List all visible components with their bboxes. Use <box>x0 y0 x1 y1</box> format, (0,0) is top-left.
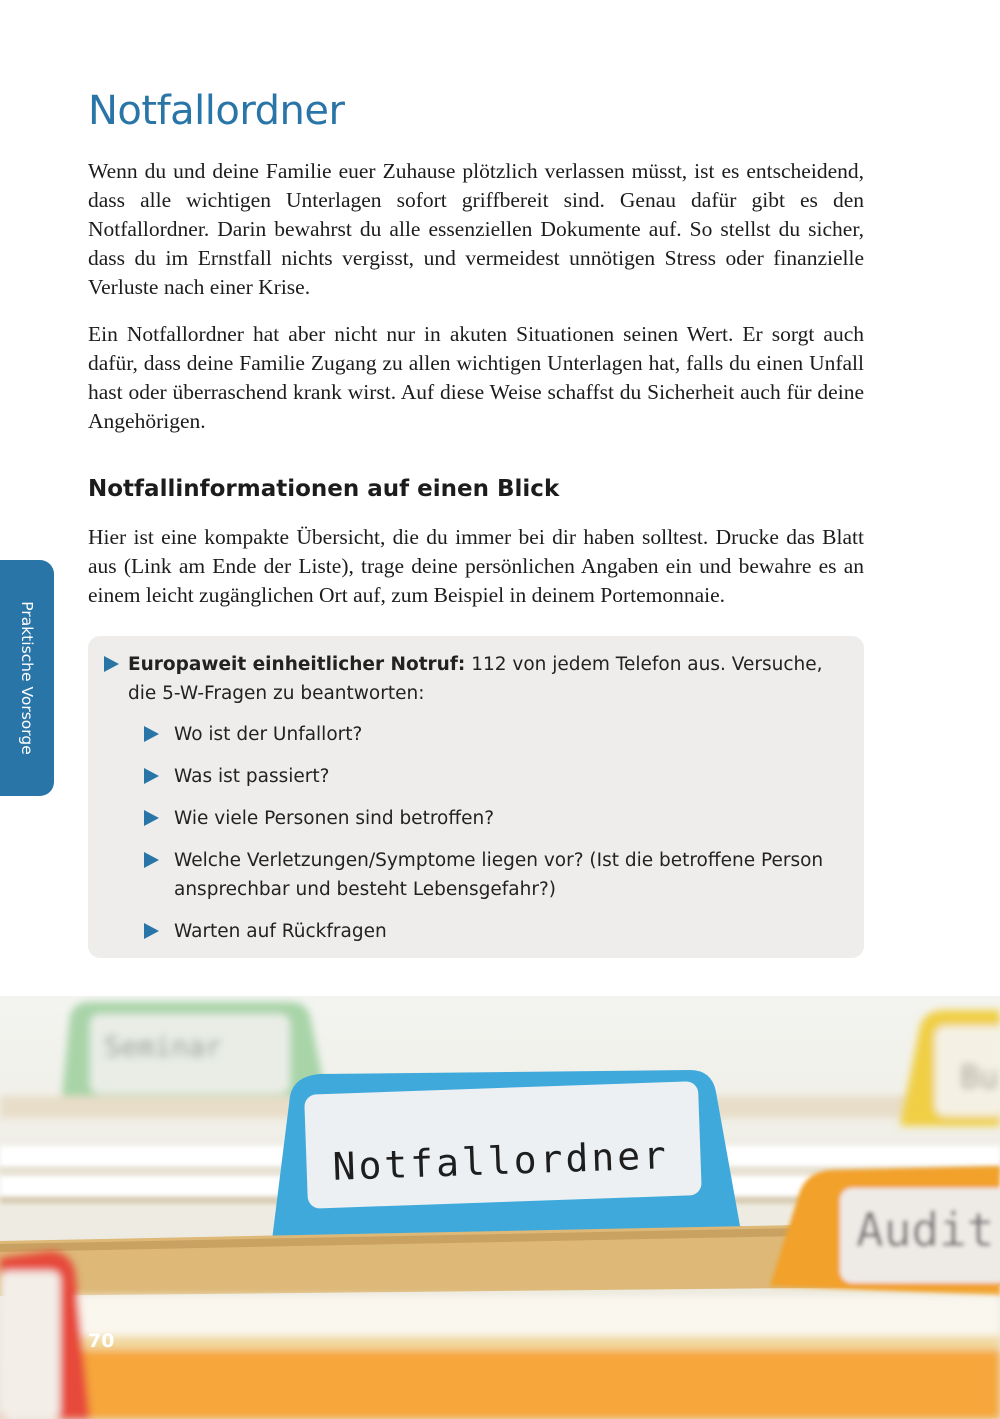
main-folder-label: Notfallordner <box>331 1133 670 1189</box>
section-paragraph: Hier ist eine kompakte Übersicht, die du immer bei dir haben solltest. Drucke das Blatt aus (Link am Ende der Liste), trage deine persönlichen Angaben ein und bewahre es an einem leicht zugänglichen Ort auf, zum Beispiel in deinem Portemonnaie. <box>88 525 864 607</box>
list-item: Warten auf Rückfragen <box>174 921 387 942</box>
info-box <box>88 636 864 958</box>
far-right-label-text: Bu <box>960 1058 999 1096</box>
bullet-arrow-icon <box>104 656 119 672</box>
bullet-lead: Europaweit einheitlicher Notruf: <box>128 654 466 675</box>
list-item: Wo ist der Unfallort? <box>174 724 363 745</box>
page-number: 70 <box>88 1330 115 1352</box>
bullet-arrow-icon <box>144 726 159 742</box>
main-bullet <box>128 650 828 708</box>
seminar-label-text: Seminar <box>104 1030 223 1063</box>
bullet-arrow-icon <box>144 768 159 784</box>
intro-paragraph: Wenn du und deine Familie euer Zuhause plötzlich verlassen müsst, ist es entscheidend, dass alle wichtigen Unterlagen sofort griffbereit sind. Genau dafür gibt es den Notfallordner. Darin bewahrst du alle essenziellen Dokumente auf. So stellst du sicher, dass du im Ernstfall nichts vergisst, und vermeidest unnötigen Stress oder finanzielle Verluste nach einer Krise. <box>88 159 864 299</box>
bullet-text: 112 von jedem Telefon aus. Versuche, die 5-W-Fragen zu beantworten: <box>128 654 823 704</box>
bullet-arrow-icon <box>144 810 159 826</box>
page-title: Notfallordner <box>88 88 345 134</box>
bullet-arrow-icon <box>144 852 159 868</box>
list-item: Was ist passiert? <box>174 766 330 787</box>
list-item: Welche Verletzungen/Symptome liegen vor? (Ist die betroffene Person ansprechbar und besteht Lebensgefahr?) <box>174 850 824 900</box>
second-paragraph: Ein Notfallordner hat aber nicht nur in akuten Situationen seinen Wert. Er sorgt auch dafür, dass deine Familie Zugang zu allen wichtigen Unterlagen hat, falls du einen Unfall hast oder überraschend krank wirst. Auf diese Weise schaffst du Sicherheit auch für deine Angehörigen. <box>88 322 864 433</box>
seminar-label <box>104 1030 222 1063</box>
folder-photo <box>0 996 1000 1419</box>
list-item: Wie viele Personen sind betroffen? <box>174 808 495 829</box>
bullet-arrow-icon <box>144 923 159 939</box>
chapter-side-tab <box>0 560 54 796</box>
audit-label-text: Audit <box>856 1203 995 1257</box>
section-heading: Notfallinformationen auf einen Blick <box>88 476 560 502</box>
chapter-side-tab-label: Praktische Vorsorge <box>18 601 36 755</box>
